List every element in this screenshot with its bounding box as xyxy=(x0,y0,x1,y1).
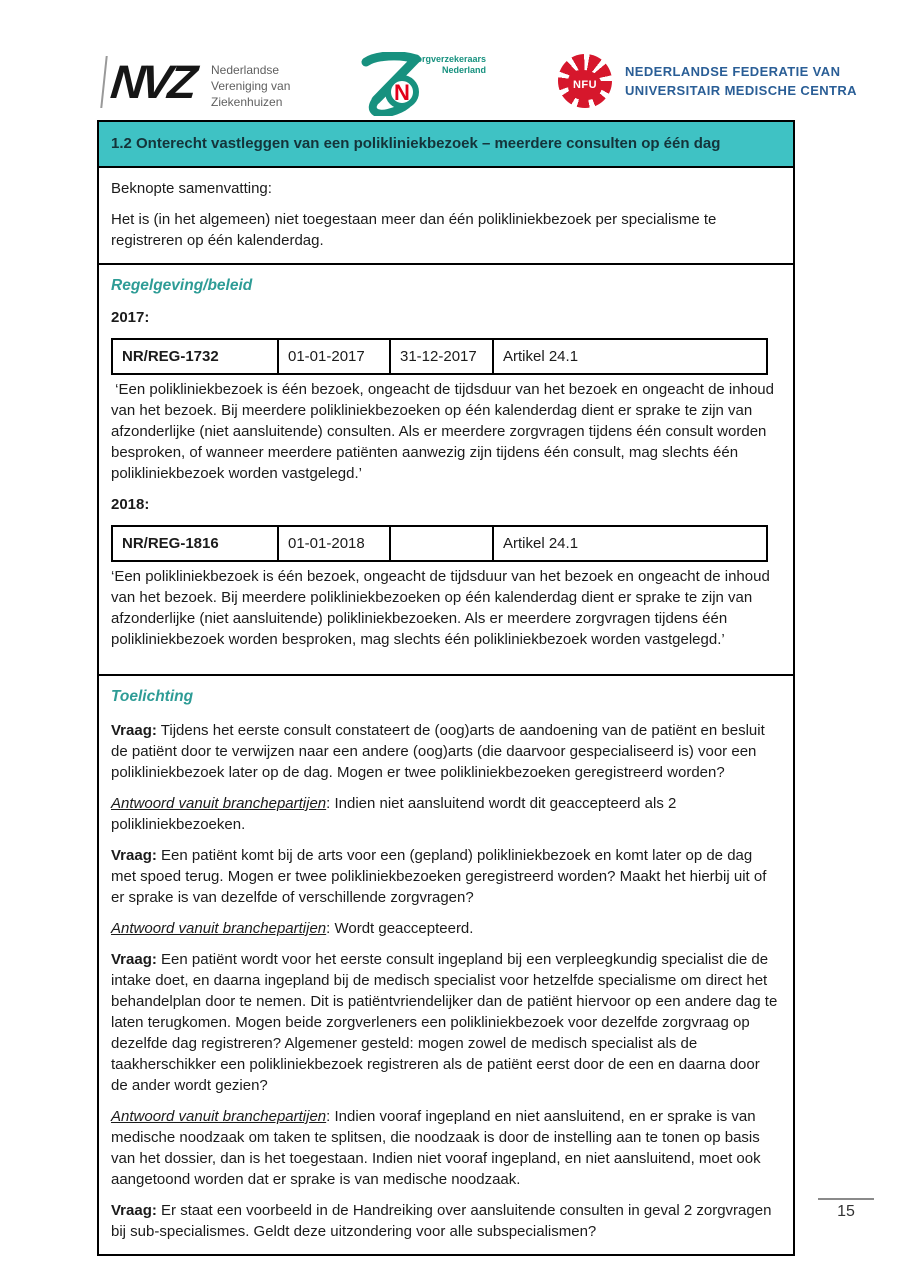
question-label: Vraag: xyxy=(111,722,157,739)
nvz-logo-subtitle xyxy=(211,62,290,110)
nfu-logo xyxy=(558,54,857,108)
end-date-cell xyxy=(390,526,493,561)
regulation-table-2018 xyxy=(111,525,768,562)
zn-logo-subtitle xyxy=(404,54,486,76)
zn-subtitle-line: Zorgverzekeraars xyxy=(410,54,486,64)
answer-text: : Indien niet aansluitend wordt dit geaccepteerd als 2 polikliniekbezoeken. xyxy=(111,795,677,833)
year-2018-label: 2018: xyxy=(111,496,150,513)
regulation-section xyxy=(99,265,793,676)
nfu-logo-core xyxy=(568,70,602,100)
section-title-bar xyxy=(99,122,793,168)
page-number-block xyxy=(818,1198,874,1221)
summary-label: Beknopte samenvatting: xyxy=(111,180,272,197)
year-2017-label: 2017: xyxy=(111,309,150,326)
reg-code-cell: NR/REG-1732 xyxy=(112,339,278,374)
answer-3 xyxy=(111,1106,779,1190)
regulation-table-2017 xyxy=(111,338,768,375)
nfu-logo-icon xyxy=(558,54,612,108)
nfu-title-line: UNIVERSITAIR MEDISCHE CENTRA xyxy=(625,83,857,98)
answer-text: : Wordt geaccepteerd. xyxy=(326,920,474,937)
page-number: 15 xyxy=(837,1203,855,1220)
article-cell: Artikel 24.1 xyxy=(493,526,767,561)
zn-logo xyxy=(360,50,485,116)
nvz-subtitle-line: Vereniging van xyxy=(211,79,291,93)
svg-text:N: N xyxy=(394,80,410,105)
question-label: Vraag: xyxy=(111,847,157,864)
table-row xyxy=(112,339,767,374)
answer-label: Antwoord vanuit branchepartijen xyxy=(111,1108,327,1125)
nvz-subtitle-line: Nederlandse xyxy=(211,63,280,77)
content-box xyxy=(97,120,795,1256)
answer-1 xyxy=(111,793,779,835)
table-row xyxy=(112,526,767,561)
answer-2 xyxy=(111,918,779,939)
regulation-heading: Regelgeving/beleid xyxy=(111,277,253,294)
summary-text: Het is (in het algemeen) niet toegestaan meer dan één polikliniekbezoek per specialisme te registreren op één kalenderdag. xyxy=(111,211,717,249)
nvz-subtitle-line: Ziekenhuizen xyxy=(211,95,283,109)
reg-code-cell: NR/REG-1816 xyxy=(112,526,278,561)
question-2 xyxy=(111,845,779,908)
summary-section xyxy=(99,168,793,265)
question-1 xyxy=(111,720,779,783)
answer-label: Antwoord vanuit branchepartijen xyxy=(111,920,327,937)
question-text: Een patiënt komt bij de arts voor een (gepland) polikliniekbezoek en komt later op de dag met spoed terug. Mogen er twee polikliniekbezoeken geregistreerd worden? Maakt het hierbij uit of er sprake is van dezelfde of verschillende zorgvragen? xyxy=(111,847,767,906)
nvz-logo xyxy=(103,56,290,110)
nfu-title-line: NEDERLANDSE FEDERATIE VAN xyxy=(625,64,841,79)
question-3 xyxy=(111,949,779,1096)
answer-label: Antwoord vanuit branchepartijen xyxy=(111,795,327,812)
question-4 xyxy=(111,1200,779,1242)
start-date-cell: 01-01-2018 xyxy=(278,526,390,561)
nfu-logo-title xyxy=(625,62,857,100)
section-title: 1.2 Onterecht vastleggen van een polikliniekbezoek – meerdere consulten op één dag xyxy=(111,135,721,152)
answer-text: : Indien vooraf ingepland en niet aansluitend, en er sprake is van medische noodzaak om taken te splitsen, die noodzaak is door de instelling aan te tonen op basis van het dossier, dan is het toegestaan. Indien niet vooraf ingepland, en niet aansluitend, moet ook aangetoond worden dat er sprake is van medische noodzaak. xyxy=(111,1108,761,1188)
explanation-section xyxy=(99,676,793,1254)
explanation-heading: Toelichting xyxy=(111,688,194,705)
question-text: Tijdens het eerste consult constateert de (oog)arts de aandoening van de patiënt en besluit de patiënt door te verwijzen naar een andere (oog)arts (die daarvoor gespecialiseerd is) voor een polikliniekbezoek later op de dag. Mogen er twee polikliniekbezoeken geregistreerd worden? xyxy=(111,722,765,781)
start-date-cell: 01-01-2017 xyxy=(278,339,390,374)
quote-2017: ‘Een polikliniekbezoek is één bezoek, ongeacht de tijdsduur van het bezoek en ongeacht de inhoud van het bezoek. Bij meerdere polikliniekbezoeken op één kalenderdag dient er sprake te zijn van afzonderlijke (niet aansluitende) consulten. Als er meerdere zorgvragen tijdens één consult worden besproken, of wanneer meerdere patiënten aanwezig zijn tijdens één consult, mag slechts één polikliniekbezoek worden vastgelegd.’ xyxy=(111,381,779,482)
question-text: Een patiënt wordt voor het eerste consult ingepland bij een verpleegkundig specialist die de intake doet, en daarna ingepland bij de medisch specialist voor hetzelfde specialisme om direct het behandelplan door te nemen. Dit is patiëntvriendelijker dan de patiënt hiervoor op een andere dag te laten terugkomen. Mogen beide zorgverleners een polikliniekbezoek voor dezelfde zorgvraag op dezelfde dag registreren? Algemener gesteld: mogen zowel de medisch specialist als de taakherschikker een polikliniekbezoek registreren als de patiënt eerst door de een en daarna door de ander wordt gezien? xyxy=(111,951,778,1094)
page-number-rule xyxy=(818,1198,874,1200)
question-label: Vraag: xyxy=(111,951,157,968)
zn-subtitle-line: Nederland xyxy=(441,65,486,75)
question-label: Vraag: xyxy=(111,1202,157,1219)
nfu-abbr: NFU xyxy=(572,79,598,91)
article-cell: Artikel 24.1 xyxy=(493,339,767,374)
nvz-logo-icon: NVZ xyxy=(100,56,195,108)
logo-row xyxy=(0,50,900,120)
question-text: Er staat een voorbeeld in de Handreiking over aansluitende consulten in geval 2 zorgvragen bij sub-specialismes. Geldt deze uitzondering voor alle subspecialismen? xyxy=(111,1202,772,1240)
end-date-cell: 31-12-2017 xyxy=(390,339,493,374)
quote-2018: ‘Een polikliniekbezoek is één bezoek, ongeacht de tijdsduur van het bezoek en ongeacht de inhoud van het bezoek. Bij meerdere polikliniekbezoeken op één kalenderdag dient er sprake te zijn van afzonderlijke (niet aansluitende) polikliniekbezoeken. Als er meerdere zorgvragen tijdens één polikliniekbezoek worden besproken, mag slechts één polikliniekbezoek worden vastgelegd.’ xyxy=(111,568,774,648)
